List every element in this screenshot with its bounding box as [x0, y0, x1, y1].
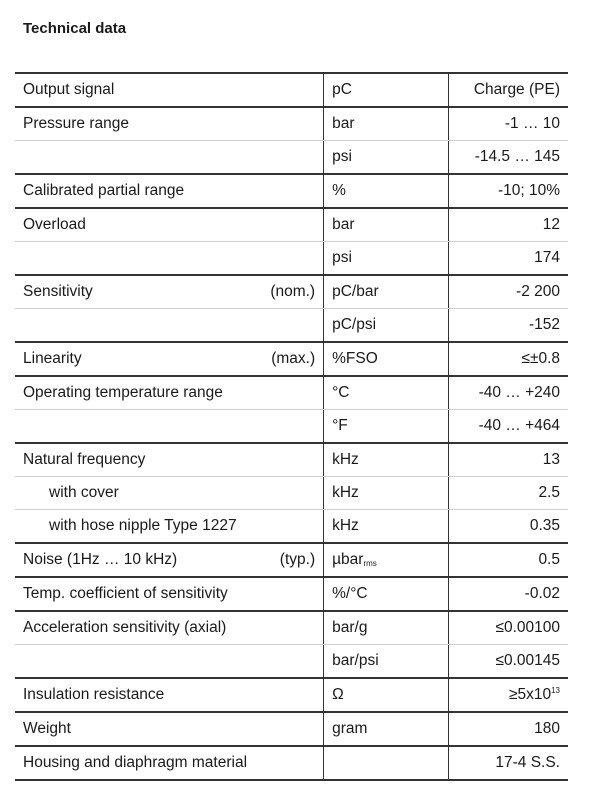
- param-label: Operating temperature range: [15, 376, 324, 410]
- unit-text: µbar: [332, 551, 364, 568]
- value-cell: ≤0.00100: [448, 611, 568, 645]
- unit-cell: %: [324, 174, 448, 208]
- value-cell: 2.5: [448, 477, 568, 510]
- table-row: [15, 208, 568, 242]
- param-label: [15, 342, 324, 376]
- value-cell: [448, 678, 568, 712]
- param-sublabel: with hose nipple Type 1227: [49, 517, 237, 534]
- table-row: [15, 443, 568, 477]
- unit-cell: [324, 746, 448, 780]
- value-cell: Charge (PE): [448, 73, 568, 107]
- param-label: [15, 477, 324, 510]
- value-text: ≥5x10: [508, 686, 552, 703]
- value-cell: 0.35: [448, 510, 568, 544]
- unit-cell: psi: [324, 242, 448, 276]
- param-label: Calibrated partial range: [15, 174, 324, 208]
- table-row: [15, 275, 568, 309]
- param-qualifier: (typ.): [279, 551, 316, 568]
- unit-cell: bar: [324, 208, 448, 242]
- unit-cell: %FSO: [324, 342, 448, 376]
- param-qualifier: (max.): [271, 350, 316, 367]
- unit-cell: kHz: [324, 510, 448, 544]
- value-cell: 180: [448, 712, 568, 746]
- value-cell: 174: [448, 242, 568, 276]
- table-row: [15, 410, 568, 444]
- param-label: Output signal: [15, 73, 324, 107]
- technical-data-table: [15, 72, 568, 781]
- table-row: [15, 611, 568, 645]
- table-row: [15, 309, 568, 343]
- table-row: [15, 577, 568, 611]
- value-cell: -1 … 10: [448, 107, 568, 141]
- param-label-empty: [15, 309, 324, 343]
- unit-cell: bar: [324, 107, 448, 141]
- unit-cell: Ω: [324, 678, 448, 712]
- param-name: Sensitivity: [23, 283, 93, 300]
- unit-cell: pC: [324, 73, 448, 107]
- value-cell: -40 … +240: [448, 376, 568, 410]
- table-row: [15, 678, 568, 712]
- unit-cell: pC/bar: [324, 275, 448, 309]
- table-row: [15, 712, 568, 746]
- table-row: [15, 73, 568, 107]
- value-cell: 12: [448, 208, 568, 242]
- page-title: Technical data: [23, 20, 127, 37]
- table-row: [15, 342, 568, 376]
- unit-cell: bar/psi: [324, 645, 448, 679]
- unit-cell: bar/g: [324, 611, 448, 645]
- value-cell: ≤0.00145: [448, 645, 568, 679]
- unit-subscript: rms: [363, 559, 377, 568]
- param-label: Housing and diaphragm material: [15, 746, 324, 780]
- unit-cell: kHz: [324, 477, 448, 510]
- value-cell: ≤±0.8: [448, 342, 568, 376]
- param-label: Natural frequency: [15, 443, 324, 477]
- param-sublabel: with cover: [49, 484, 119, 501]
- param-label: Insulation resistance: [15, 678, 324, 712]
- param-label: Overload: [15, 208, 324, 242]
- unit-cell: psi: [324, 141, 448, 175]
- param-label: Weight: [15, 712, 324, 746]
- table-row: [15, 645, 568, 679]
- param-label: [15, 275, 324, 309]
- value-cell: -2 200: [448, 275, 568, 309]
- table-row: [15, 746, 568, 780]
- table-row: [15, 477, 568, 510]
- param-label: [15, 543, 324, 577]
- table-row: [15, 242, 568, 276]
- value-exponent: 13: [551, 686, 560, 695]
- value-cell: 0.5: [448, 543, 568, 577]
- param-name: Noise (1Hz … 10 kHz): [23, 551, 178, 568]
- table-row: [15, 510, 568, 544]
- value-cell: 17-4 S.S.: [448, 746, 568, 780]
- unit-cell: °F: [324, 410, 448, 444]
- param-label: Pressure range: [15, 107, 324, 141]
- value-cell: -14.5 … 145: [448, 141, 568, 175]
- param-label-empty: [15, 645, 324, 679]
- value-cell: 13: [448, 443, 568, 477]
- param-label: Temp. coefficient of sensitivity: [15, 577, 324, 611]
- param-label: [15, 510, 324, 544]
- unit-cell: %/°C: [324, 577, 448, 611]
- table-row: [15, 174, 568, 208]
- unit-cell: gram: [324, 712, 448, 746]
- unit-cell: kHz: [324, 443, 448, 477]
- table-row: [15, 141, 568, 175]
- table-row: [15, 376, 568, 410]
- unit-cell: [324, 543, 448, 577]
- param-qualifier: (nom.): [270, 283, 316, 300]
- param-label: Acceleration sensitivity (axial): [15, 611, 324, 645]
- param-label-empty: [15, 242, 324, 276]
- param-name: Linearity: [23, 350, 82, 367]
- param-label-empty: [15, 141, 324, 175]
- unit-cell: pC/psi: [324, 309, 448, 343]
- table-row: [15, 107, 568, 141]
- table-row: [15, 543, 568, 577]
- param-label-empty: [15, 410, 324, 444]
- value-cell: -0.02: [448, 577, 568, 611]
- value-cell: -152: [448, 309, 568, 343]
- value-cell: -40 … +464: [448, 410, 568, 444]
- value-cell: -10; 10%: [448, 174, 568, 208]
- unit-cell: °C: [324, 376, 448, 410]
